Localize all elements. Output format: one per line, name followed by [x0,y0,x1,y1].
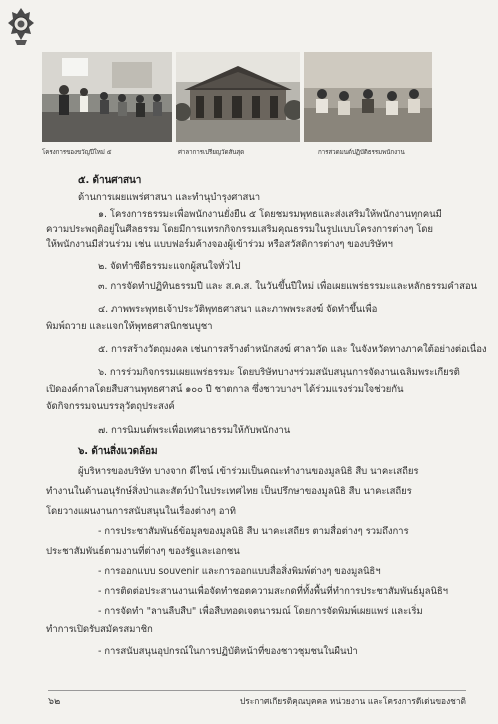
photo-prayer [304,52,432,142]
paragraph-line: ๓. การจัดทำปฏิทินธรรมปี และ ส.ค.ส. ในวันขึ้นปีใหม่ เพื่อเผยแพร่ธรรมะและหลักธรรมคำสอน [98,281,477,292]
footer-divider [48,690,466,691]
paragraph-line: ผู้บริหารของบริษัท บางจาก ดีไซน์ เข้าร่วมเป็นคณะทำงานของมูลนิธิ สืบ นาคะเสถียร [78,466,419,477]
footer-title: ประกาศเกียรติคุณบุคคล หน่วยงาน และโครงการดีเด่นของชาติ [239,696,466,706]
paragraph-line: ๗. การนิมนต์พระเพื่อเทศนาธรรมให้กับพนักงาน [98,425,291,436]
paragraph-line: ๕. การสร้างวัตถุมงคล เช่นการสร้างตำหนักสงฆ์ ศาลาวัด และ ในจังหวัดทางภาคใต้อย่างต่อเนื่อง [98,344,487,355]
photo-caption: ศาลาการเปรียญวัดสันสุด [178,149,245,156]
photo-strip [0,52,498,160]
paragraph-line: จัดกิจกรรมจนบรรลุวัตถุประสงค์ [46,401,175,412]
paragraph-line: - การติดต่อประสานงานเพื่อจัดทำชอตความสะกดที่ทั้งพื้นที่ทำการประชาสัมพันธ์มูลนิธิฯ [98,586,448,597]
section-intro: ด้านการเผยแพร่ศาสนา และทำนุบำรุงศาสนา [78,192,261,203]
paragraph-line: ๒. จัดทำซีดีธรรมะแจกผู้สนใจทั่วไป [98,261,241,272]
section-heading-religion: ๕. ด้านศาสนา [78,175,142,186]
paragraph-line: - การจัดทำ "ลานลืบสืบ" เพื่อสืบทอดเจตนารมณ์ โดยการจัดพิมพ์เผยแพร่ และเริ่ม [98,606,423,617]
paragraph-line: - การสนับสนุนอุปกรณ์ในการปฏิบัติหน้าที่ของชาวชุมชนในผืนป่า [98,646,358,657]
section-heading-environment: ๖. ด้านสิ่งแวดล้อม [78,446,158,457]
paragraph-line: เปิดองค์กาลโดยสืบสานพุทธศาสน์ ๑๐๐ ปี ชาตกาล ซึ่งชาวบางฯ ได้ร่วมแรงร่วมใจช่วยกัน [46,384,404,395]
paragraph-line: ๖. การร่วมกิจกรรมเผยแพร่ธรรมะ โดยบริษัทบางฯร่วมสนับสนุนการจัดงานเฉลิมพระเกียรติ [98,367,460,378]
paragraph-line: ให้พนักงานมีส่วนร่วม เช่น แบบฟอร์มค้างจองผู้เข้าร่วม หรือสวัสดิการต่างๆ ของบริษัทฯ [46,239,393,250]
paragraph-line: ๑. โครงการธรรมะเพื่อพนักงานยั่งยืน ๕ โดยชมรมพุทธและส่งเสริมให้พนักงานทุกคนมี [98,209,442,220]
paragraph-line: โดยวางแผนงานการสนับสนุนในเรื่องต่างๆ อาทิ [46,506,236,517]
paragraph-line: - การออกแบบ souvenir และการออกแบบสื่อสิ่งพิมพ์ต่างๆ ของมูลนิธิฯ [98,566,381,577]
photo-meeting [42,52,172,142]
paragraph-line: ทำงานในด้านอนุรักษ์สิ่งป่าและสัตว์ป่าในประเทศไทย เป็นปรึกษาของมูลนิธิ สืบ นาคะเสถียร [46,486,412,497]
photo-caption: การสวดมนต์ปฏิบัติธรรมพนักงาน [318,149,405,156]
paragraph-line: - การประชาสัมพันธ์ข้อมูลของมูลนิธิ สืบ นาคะเสถียร ตามสื่อต่างๆ รวมถึงการ [98,526,409,537]
paragraph-line: ความประพฤติอยู่ในศีลธรรม โดยมีการแทรกกิจกรรมเสริมคุณธรรมในรูปแบบโครงการต่างๆ โดย [46,224,433,235]
page-number: ๖๒ [48,696,61,707]
organization-logo [6,6,36,46]
paragraph-line: ๔. ภาพพระพุทธเจ้าประวัติพุทธศาสนา และภาพพระสงฆ์ จัดทำขึ้นเพื่อ [98,304,378,315]
paragraph-line: ประชาสัมพันธ์ตามงานที่ต่างๆ ของรัฐและเอกชน [46,546,240,557]
paragraph-line: ทำการเปิดรับสมัครสมาชิก [46,624,153,635]
photo-caption: โครงการของขวัญปีใหม่ ๕ [42,149,112,156]
paragraph-line: พิมพ์ถวาย และแจกให้พุทธศาสนิกชนบูชา [46,321,213,332]
photo-temple-hall [176,52,300,142]
